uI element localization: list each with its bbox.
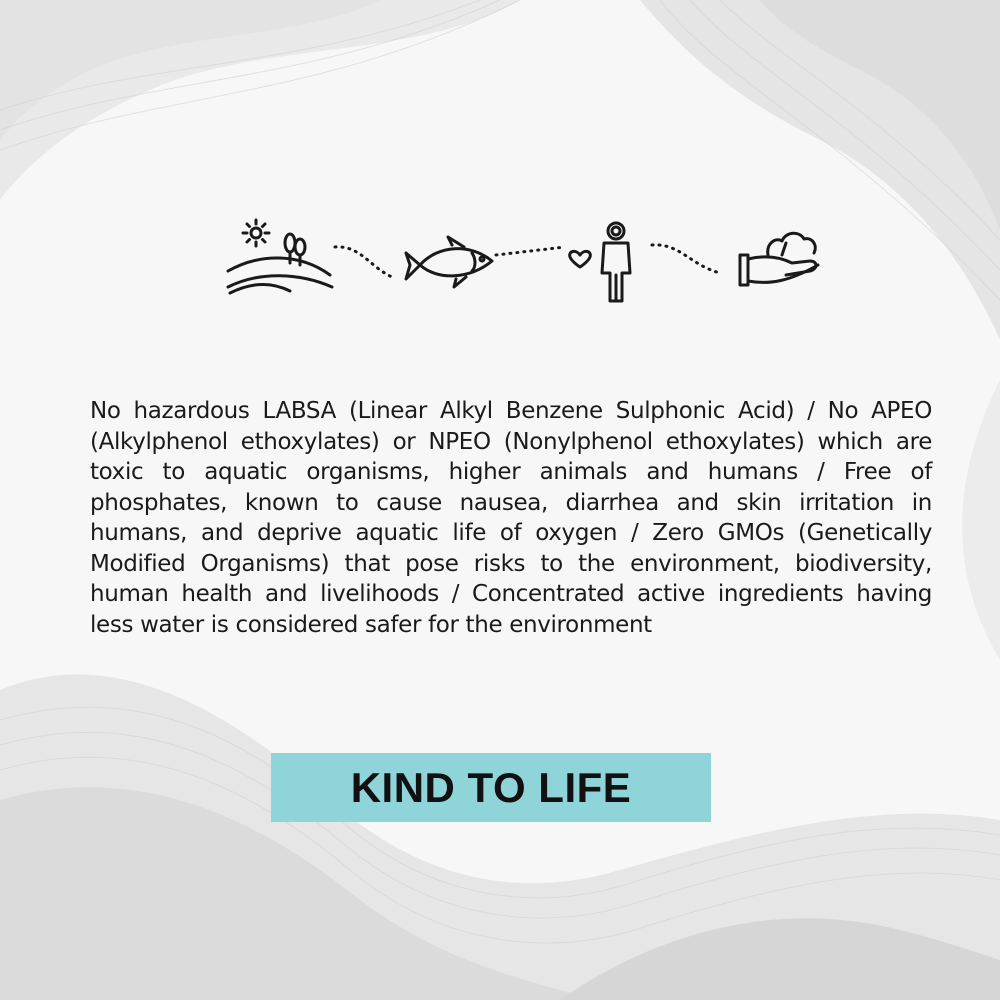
banner-label: KIND TO LIFE <box>350 763 632 811</box>
landscape-sun-trees-icon <box>228 220 332 293</box>
heart-icon <box>570 251 591 267</box>
lifecycle-icons <box>220 215 830 305</box>
kind-to-life-banner <box>271 753 711 822</box>
hand-holding-plant-icon <box>740 233 818 285</box>
fish-icon <box>406 237 492 287</box>
description-text: No hazardous LABSA (Linear Alkyl Benzene Sulphonic Acid) / No APEO (Alkylphenol ethoxylates) or NPEO (Nonylphenol ethoxylates) which are toxic to aquatic organisms, higher animals and humans / Free of phosphates, known to cause nausea, diarrhea and skin irritation in humans, and deprive aquatic life of oxygen / Zero GMOs (Genetically Modified Organisms) that pose risks to the environment, biodiversity, human health and livelihoods / Concentrated active ingredients having less water is considered safer for the environment <box>90 398 932 638</box>
person-icon <box>602 223 630 301</box>
